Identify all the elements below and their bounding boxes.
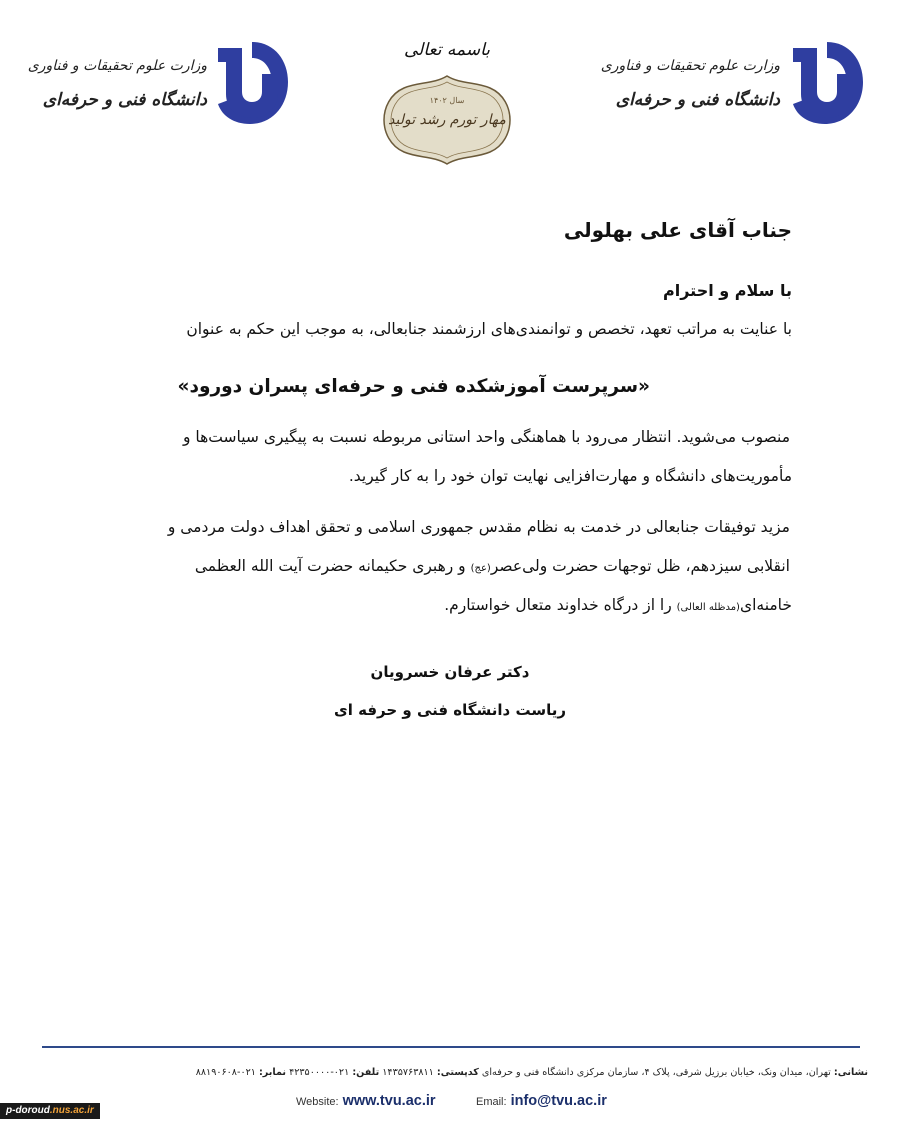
paragraph-2-line-2: مأموریت‌های دانشگاه و مهارت‌افزایی نهایت توان خود را به کار گیرید.	[348, 467, 792, 485]
website-link[interactable]: www.tvu.ac.ir	[342, 1093, 436, 1109]
year-label: سال ۱۴۰۲	[429, 96, 465, 105]
address-value: تهران، میدان ونک، خیابان برزیل شرقی، پلاک ۴، سازمان مرکزی دانشگاه فنی و حرفه‌ای	[478, 1067, 834, 1078]
bismillah-heading: باسمه تعالی	[404, 40, 490, 60]
addressee: جناب آقای علی بهلولی	[563, 218, 792, 242]
postal-label: کدپستی:	[436, 1067, 479, 1078]
footer-email	[476, 1093, 607, 1109]
website-label: Website:	[296, 1096, 339, 1108]
postal-value: ۱۴۳۵۷۶۳۸۱۱	[379, 1067, 437, 1078]
fax-label: نمابر:	[258, 1067, 287, 1078]
text-segment: انقلابی سیزدهم، ظل توجهات حضرت ولی‌عصر	[490, 557, 790, 575]
ministry-label: وزارت علوم تحقیقات و فناوری	[600, 58, 780, 74]
text-segment: خامنه‌ای	[739, 596, 792, 614]
email-link[interactable]: info@tvu.ac.ir	[510, 1093, 607, 1109]
ministry-label: وزارت علوم تحقیقات و فناوری	[27, 58, 207, 74]
university-label: دانشگاه فنی و حرفه‌ای	[615, 90, 780, 110]
honorific: (عج)	[470, 563, 491, 574]
source-watermark	[0, 1103, 100, 1119]
fax-value: ۰۲۱-۸۸۱۹۰۶۰۸	[195, 1067, 259, 1078]
university-label: دانشگاه فنی و حرفه‌ای	[42, 90, 207, 110]
greeting: با سلام و احترام	[663, 281, 792, 300]
footer-website	[296, 1093, 436, 1109]
university-logo-left	[27, 38, 295, 138]
watermark-suffix: .nus.ac.ir	[49, 1105, 94, 1116]
position-title: «سرپرست آموزشکده فنی و حرفه‌ای پسران دورود»	[177, 376, 650, 397]
year-slogan-emblem	[377, 40, 517, 168]
phone-value: ۰۲۱-۴۲۳۵۰۰۰۰	[286, 1067, 353, 1078]
address-label: نشانی:	[833, 1067, 868, 1078]
tvu-logo-icon	[212, 38, 292, 130]
signer-title: ریاست دانشگاه فنی و حرفه ای	[334, 701, 566, 719]
footer-address	[196, 1067, 868, 1078]
paragraph-3-line-2	[195, 557, 790, 575]
honorific: (مدظله العالی)	[676, 602, 740, 613]
paragraph-3-line-1: مزید توفیقات جنابعالی در خدمت به نظام مقدس جمهوری اسلامی و تحقق اهداف دولت مردمی و	[167, 518, 790, 536]
university-logo-right	[600, 38, 870, 138]
footer-divider	[42, 1046, 860, 1048]
year-slogan: مهار تورم رشد تولید	[388, 112, 506, 128]
email-label: Email:	[476, 1096, 507, 1108]
phone-label: تلفن:	[352, 1067, 380, 1078]
paragraph-3-line-3	[444, 596, 792, 614]
signer-name: دکتر عرفان خسرویان	[370, 663, 530, 681]
text-segment: و رهبری حکیمانه حضرت آیت الله العظمی	[194, 557, 471, 575]
watermark-prefix: p-doroud	[6, 1105, 50, 1116]
paragraph-2-line-1: منصوب می‌شوید. انتظار می‌رود با هماهنگی واحد استانی مربوطه نسبت به پیگیری سیاست‌ها و	[182, 428, 790, 446]
paragraph-1: با عنایت به مراتب تعهد، تخصص و توانمندی‌های ارزشمند جنابعالی، به موجب این حکم به عنوان	[186, 320, 792, 338]
text-segment: را از درگاه خداوند متعال خواستارم.	[444, 596, 677, 614]
tvu-logo-icon	[787, 38, 867, 130]
